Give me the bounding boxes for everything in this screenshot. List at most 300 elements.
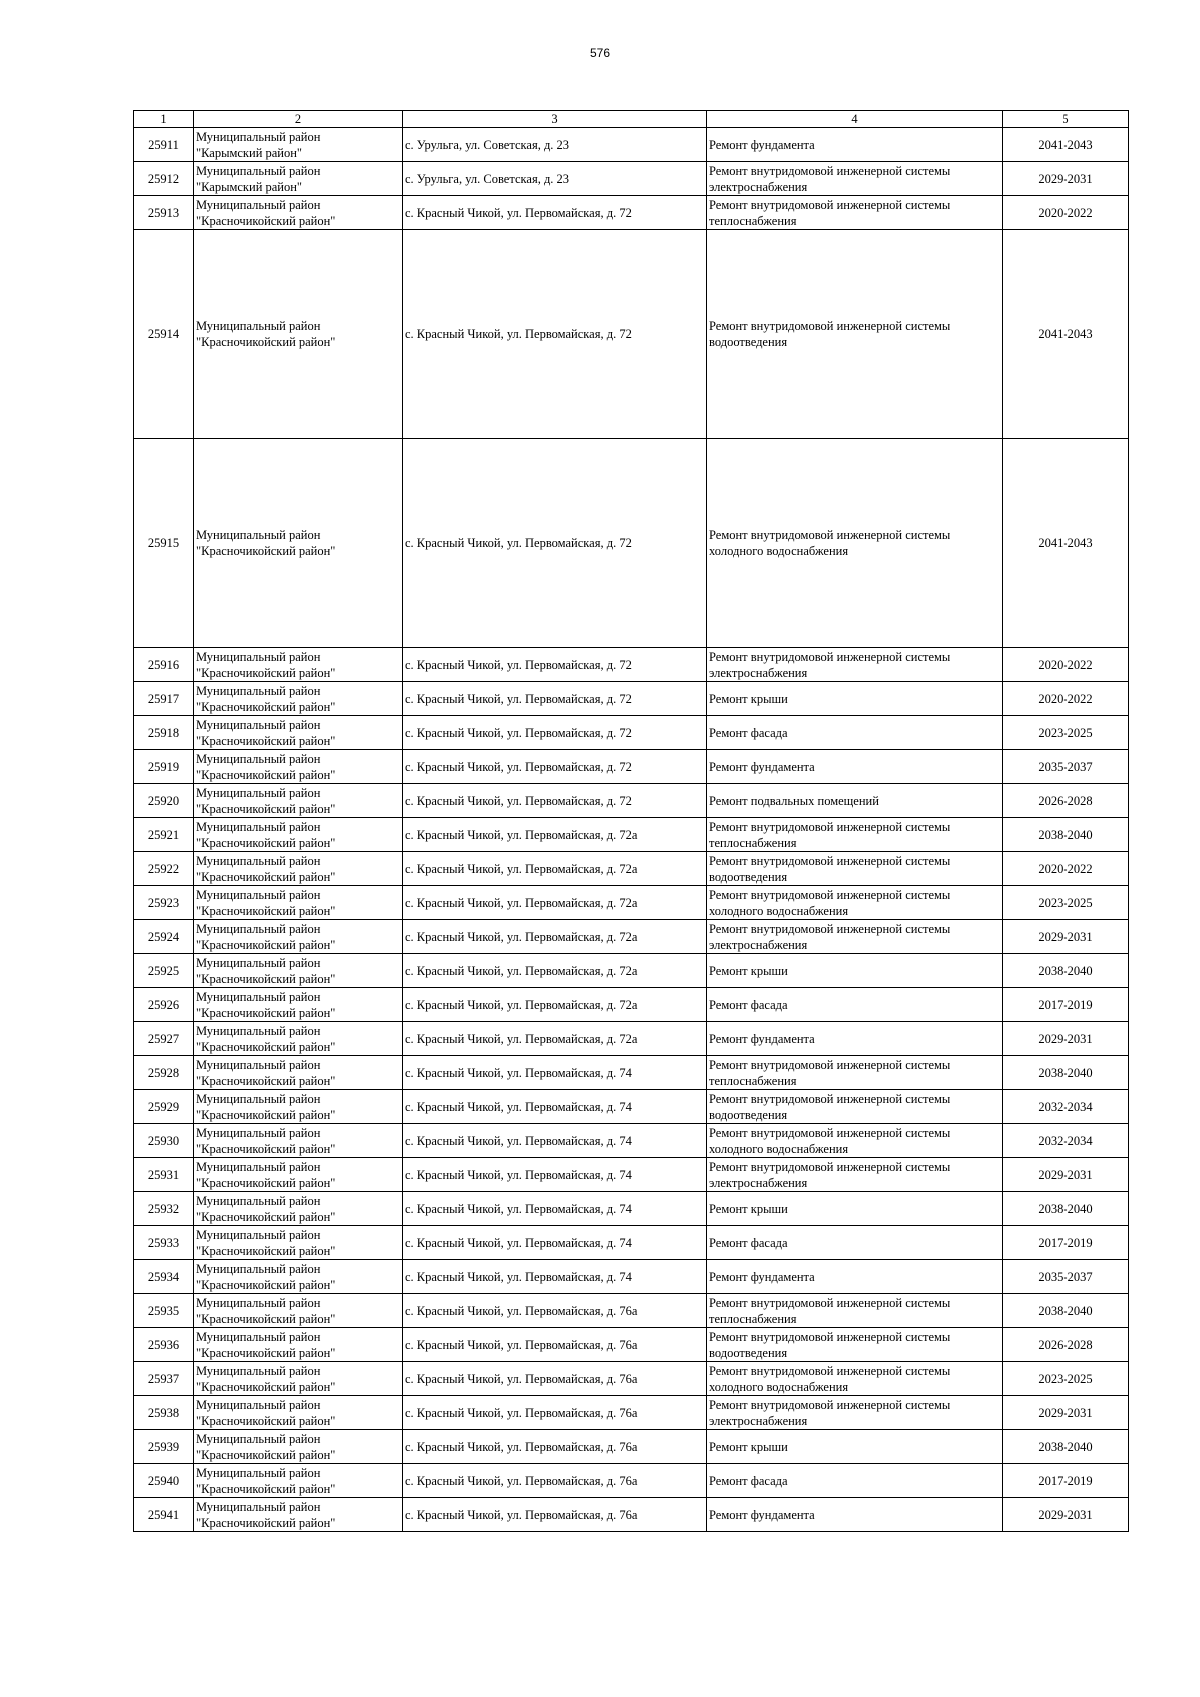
work-type-cell — [707, 196, 1003, 230]
table-row — [134, 1498, 1129, 1532]
row-number-cell: 25919 — [134, 750, 194, 784]
work-type-cell — [707, 1090, 1003, 1124]
district-cell — [194, 230, 403, 439]
district-line: "Красночикойский район" — [196, 1413, 336, 1428]
district-cell — [194, 1056, 403, 1090]
row-number-cell: 25940 — [134, 1464, 194, 1498]
district-cell — [194, 1430, 403, 1464]
work-type-line: Ремонт крыши — [709, 1439, 788, 1454]
work-type-line: Ремонт внутридомовой инженерной системы — [709, 528, 951, 542]
district-line: Муниципальный район — [196, 319, 321, 333]
row-number-cell: 25918 — [134, 716, 194, 750]
district-line: "Красночикойский район" — [196, 1311, 336, 1326]
work-type-line: Ремонт внутридомовой инженерной системы — [709, 1091, 951, 1106]
district-cell — [194, 1090, 403, 1124]
district-line: Муниципальный район — [196, 819, 321, 834]
district-line: Муниципальный район — [196, 1125, 321, 1140]
district-cell — [194, 1362, 403, 1396]
district-line: Муниципальный район — [196, 683, 321, 698]
address-cell: с. Красный Чикой, ул. Первомайская, д. 76а — [403, 1396, 707, 1430]
district-line: Муниципальный район — [196, 649, 321, 664]
work-type-cell — [707, 920, 1003, 954]
district-cell — [194, 750, 403, 784]
work-type-cell — [707, 852, 1003, 886]
district-cell — [194, 1192, 403, 1226]
address-cell: с. Красный Чикой, ул. Первомайская, д. 76а — [403, 1498, 707, 1532]
address-cell: с. Красный Чикой, ул. Первомайская, д. 72 — [403, 784, 707, 818]
work-type-line: Ремонт внутридомовой инженерной системы — [709, 1295, 951, 1310]
address-cell: с. Красный Чикой, ул. Первомайская, д. 74 — [403, 1226, 707, 1260]
period-cell: 2029-2031 — [1003, 1396, 1129, 1430]
district-line: "Красночикойский район" — [196, 767, 336, 782]
row-number-cell: 25916 — [134, 648, 194, 682]
period-cell: 2029-2031 — [1003, 1498, 1129, 1532]
row-number-cell: 25939 — [134, 1430, 194, 1464]
period-cell: 2020-2022 — [1003, 682, 1129, 716]
address-cell: с. Красный Чикой, ул. Первомайская, д. 72а — [403, 954, 707, 988]
row-number-cell: 25917 — [134, 682, 194, 716]
period-cell: 2035-2037 — [1003, 750, 1129, 784]
period-cell: 2041-2043 — [1003, 439, 1129, 648]
period-cell: 2032-2034 — [1003, 1124, 1129, 1158]
table-row — [134, 196, 1129, 230]
district-line: "Красночикойский район" — [196, 1379, 336, 1394]
work-type-line: Ремонт внутридомовой инженерной системы — [709, 1057, 951, 1072]
district-line: "Красночикойский район" — [196, 335, 336, 349]
district-cell — [194, 1022, 403, 1056]
period-cell: 2026-2028 — [1003, 784, 1129, 818]
district-line: Муниципальный район — [196, 528, 321, 542]
district-cell — [194, 852, 403, 886]
district-cell — [194, 1124, 403, 1158]
address-cell: с. Красный Чикой, ул. Первомайская, д. 72а — [403, 920, 707, 954]
work-type-cell — [707, 1056, 1003, 1090]
work-type-cell — [707, 1498, 1003, 1532]
period-cell: 2038-2040 — [1003, 1294, 1129, 1328]
column-header-5: 5 — [1003, 111, 1129, 128]
district-cell — [194, 1464, 403, 1498]
district-line: Муниципальный район — [196, 887, 321, 902]
work-type-cell — [707, 1226, 1003, 1260]
work-type-line: Ремонт крыши — [709, 691, 788, 706]
district-line: Муниципальный район — [196, 1193, 321, 1208]
district-line: Муниципальный район — [196, 197, 321, 212]
district-line: Муниципальный район — [196, 751, 321, 766]
work-type-line: Ремонт фундамента — [709, 1269, 815, 1284]
district-line: Муниципальный район — [196, 1465, 321, 1480]
address-cell: с. Красный Чикой, ул. Первомайская, д. 76а — [403, 1430, 707, 1464]
row-number-cell: 25936 — [134, 1328, 194, 1362]
district-cell — [194, 162, 403, 196]
work-type-cell — [707, 230, 1003, 439]
address-cell: с. Красный Чикой, ул. Первомайская, д. 74 — [403, 1056, 707, 1090]
table-row — [134, 1158, 1129, 1192]
work-type-line: Ремонт внутридомовой инженерной системы — [709, 1125, 951, 1140]
district-line: "Красночикойский район" — [196, 903, 336, 918]
row-number-cell: 25915 — [134, 439, 194, 648]
work-type-cell — [707, 1124, 1003, 1158]
work-type-line: Ремонт внутридомовой инженерной системы — [709, 319, 951, 333]
row-number-cell: 25925 — [134, 954, 194, 988]
district-cell — [194, 1498, 403, 1532]
address-cell: с. Красный Чикой, ул. Первомайская, д. 72 — [403, 230, 707, 439]
district-line: "Красночикойский район" — [196, 1447, 336, 1462]
period-cell: 2023-2025 — [1003, 886, 1129, 920]
table-row — [134, 954, 1129, 988]
work-type-cell — [707, 162, 1003, 196]
period-cell: 2038-2040 — [1003, 1056, 1129, 1090]
column-header-1: 1 — [134, 111, 194, 128]
period-cell: 2020-2022 — [1003, 852, 1129, 886]
work-type-cell — [707, 439, 1003, 648]
work-type-cell — [707, 682, 1003, 716]
address-cell: с. Красный Чикой, ул. Первомайская, д. 72 — [403, 716, 707, 750]
work-type-line: Ремонт внутридомовой инженерной системы — [709, 163, 951, 178]
work-type-line: электроснабжения — [709, 1175, 808, 1190]
work-type-cell — [707, 128, 1003, 162]
table-row — [134, 1294, 1129, 1328]
district-line: "Красночикойский район" — [196, 1277, 336, 1292]
district-line: Муниципальный район — [196, 1499, 321, 1514]
period-cell: 2038-2040 — [1003, 1192, 1129, 1226]
address-cell: с. Красный Чикой, ул. Первомайская, д. 74 — [403, 1192, 707, 1226]
district-cell — [194, 682, 403, 716]
registry-table — [133, 110, 1129, 1532]
district-line: Муниципальный район — [196, 921, 321, 936]
district-line: "Красночикойский район" — [196, 733, 336, 748]
district-cell — [194, 648, 403, 682]
address-cell: с. Красный Чикой, ул. Первомайская, д. 72а — [403, 852, 707, 886]
district-line: "Карымский район" — [196, 145, 303, 160]
row-number-cell: 25934 — [134, 1260, 194, 1294]
row-number-cell: 25913 — [134, 196, 194, 230]
address-cell: с. Красный Чикой, ул. Первомайская, д. 76а — [403, 1362, 707, 1396]
period-cell: 2041-2043 — [1003, 230, 1129, 439]
district-cell — [194, 1328, 403, 1362]
table-row — [134, 230, 1129, 439]
work-type-line: теплоснабжения — [709, 213, 797, 228]
address-cell: с. Красный Чикой, ул. Первомайская, д. 74 — [403, 1260, 707, 1294]
period-cell: 2023-2025 — [1003, 716, 1129, 750]
row-number-cell: 25927 — [134, 1022, 194, 1056]
work-type-line: электроснабжения — [709, 1413, 808, 1428]
district-cell — [194, 1158, 403, 1192]
work-type-line: Ремонт крыши — [709, 963, 788, 978]
work-type-line: Ремонт фундамента — [709, 1031, 815, 1046]
period-cell: 2029-2031 — [1003, 1022, 1129, 1056]
column-number-row — [134, 111, 1129, 128]
address-cell: с. Красный Чикой, ул. Первомайская, д. 74 — [403, 1158, 707, 1192]
work-type-cell — [707, 1464, 1003, 1498]
work-type-line: водоотведения — [709, 869, 788, 884]
district-line: Муниципальный район — [196, 163, 321, 178]
district-line: "Карымский район" — [196, 179, 303, 194]
work-type-line: холодного водоснабжения — [709, 544, 849, 558]
work-type-cell — [707, 1158, 1003, 1192]
work-type-line: холодного водоснабжения — [709, 1141, 849, 1156]
table-row — [134, 682, 1129, 716]
table-row — [134, 1464, 1129, 1498]
work-type-cell — [707, 1192, 1003, 1226]
district-line: "Красночикойский район" — [196, 1515, 336, 1530]
district-line: "Красночикойский район" — [196, 699, 336, 714]
table-row — [134, 988, 1129, 1022]
work-type-cell — [707, 1260, 1003, 1294]
address-cell: с. Красный Чикой, ул. Первомайская, д. 72а — [403, 988, 707, 1022]
district-cell — [194, 196, 403, 230]
district-cell — [194, 886, 403, 920]
address-cell: с. Красный Чикой, ул. Первомайская, д. 72 — [403, 196, 707, 230]
district-cell — [194, 988, 403, 1022]
work-type-line: электроснабжения — [709, 179, 808, 194]
district-cell — [194, 954, 403, 988]
period-cell: 2032-2034 — [1003, 1090, 1129, 1124]
address-cell: с. Красный Чикой, ул. Первомайская, д. 72 — [403, 439, 707, 648]
table-row — [134, 1090, 1129, 1124]
district-cell — [194, 1260, 403, 1294]
row-number-cell: 25938 — [134, 1396, 194, 1430]
table-row — [134, 1430, 1129, 1464]
table-row — [134, 439, 1129, 648]
table-row — [134, 920, 1129, 954]
row-number-cell: 25914 — [134, 230, 194, 439]
address-cell: с. Красный Чикой, ул. Первомайская, д. 74 — [403, 1124, 707, 1158]
work-type-cell — [707, 1328, 1003, 1362]
work-type-line: электроснабжения — [709, 665, 808, 680]
district-line: Муниципальный район — [196, 1023, 321, 1038]
table-row — [134, 852, 1129, 886]
district-line: "Красночикойский район" — [196, 1175, 336, 1190]
address-cell: с. Красный Чикой, ул. Первомайская, д. 72а — [403, 1022, 707, 1056]
work-type-line: электроснабжения — [709, 937, 808, 952]
table-row — [134, 1124, 1129, 1158]
row-number-cell: 25923 — [134, 886, 194, 920]
district-cell — [194, 128, 403, 162]
row-number-cell: 25911 — [134, 128, 194, 162]
address-cell: с. Красный Чикой, ул. Первомайская, д. 72а — [403, 886, 707, 920]
address-cell: с. Красный Чикой, ул. Первомайская, д. 76а — [403, 1294, 707, 1328]
row-number-cell: 25933 — [134, 1226, 194, 1260]
work-type-line: Ремонт внутридомовой инженерной системы — [709, 1329, 951, 1344]
row-number-cell: 25935 — [134, 1294, 194, 1328]
period-cell: 2023-2025 — [1003, 1362, 1129, 1396]
row-number-cell: 25931 — [134, 1158, 194, 1192]
work-type-line: Ремонт внутридомовой инженерной системы — [709, 1363, 951, 1378]
period-cell: 2017-2019 — [1003, 1226, 1129, 1260]
row-number-cell: 25929 — [134, 1090, 194, 1124]
district-line: "Красночикойский район" — [196, 971, 336, 986]
work-type-line: холодного водоснабжения — [709, 1379, 849, 1394]
work-type-cell — [707, 1022, 1003, 1056]
row-number-cell: 25937 — [134, 1362, 194, 1396]
work-type-cell — [707, 1362, 1003, 1396]
table-row — [134, 128, 1129, 162]
work-type-line: Ремонт внутридомовой инженерной системы — [709, 197, 951, 212]
district-line: "Красночикойский район" — [196, 835, 336, 850]
column-header-2: 2 — [194, 111, 403, 128]
work-type-line: Ремонт фасада — [709, 997, 788, 1012]
work-type-line: холодного водоснабжения — [709, 903, 849, 918]
district-line: "Красночикойский район" — [196, 801, 336, 816]
work-type-cell — [707, 988, 1003, 1022]
address-cell: с. Красный Чикой, ул. Первомайская, д. 76а — [403, 1464, 707, 1498]
work-type-line: Ремонт внутридомовой инженерной системы — [709, 819, 951, 834]
address-cell: с. Красный Чикой, ул. Первомайская, д. 72а — [403, 818, 707, 852]
work-type-line: Ремонт фасада — [709, 725, 788, 740]
work-type-cell — [707, 750, 1003, 784]
table-row — [134, 1192, 1129, 1226]
period-cell: 2038-2040 — [1003, 818, 1129, 852]
work-type-line: теплоснабжения — [709, 1311, 797, 1326]
district-line: Муниципальный район — [196, 1363, 321, 1378]
table-row — [134, 818, 1129, 852]
district-line: "Красночикойский район" — [196, 1345, 336, 1360]
address-cell: с. Урульга, ул. Советская, д. 23 — [403, 162, 707, 196]
table-row — [134, 1328, 1129, 1362]
district-line: Муниципальный район — [196, 1261, 321, 1276]
district-line: Муниципальный район — [196, 853, 321, 868]
district-line: Муниципальный район — [196, 1057, 321, 1072]
address-cell: с. Красный Чикой, ул. Первомайская, д. 72 — [403, 750, 707, 784]
work-type-line: водоотведения — [709, 1345, 788, 1360]
district-line: Муниципальный район — [196, 717, 321, 732]
table-row — [134, 716, 1129, 750]
district-line: "Красночикойский район" — [196, 213, 336, 228]
work-type-line: Ремонт внутридомовой инженерной системы — [709, 1397, 951, 1412]
district-cell — [194, 784, 403, 818]
row-number-cell: 25921 — [134, 818, 194, 852]
row-number-cell: 25932 — [134, 1192, 194, 1226]
district-line: Муниципальный район — [196, 989, 321, 1004]
district-line: Муниципальный район — [196, 1295, 321, 1310]
district-line: Муниципальный район — [196, 955, 321, 970]
work-type-line: Ремонт внутридомовой инженерной системы — [709, 649, 951, 664]
table-row — [134, 162, 1129, 196]
district-line: "Красночикойский район" — [196, 937, 336, 952]
district-cell — [194, 920, 403, 954]
table-row — [134, 784, 1129, 818]
period-cell: 2038-2040 — [1003, 1430, 1129, 1464]
district-line: Муниципальный район — [196, 785, 321, 800]
district-line: "Красночикойский район" — [196, 1005, 336, 1020]
district-line: "Красночикойский район" — [196, 1481, 336, 1496]
work-type-line: теплоснабжения — [709, 835, 797, 850]
row-number-cell: 25922 — [134, 852, 194, 886]
work-type-line: Ремонт подвальных помещений — [709, 793, 879, 808]
period-cell: 2020-2022 — [1003, 648, 1129, 682]
page-number: 576 — [589, 46, 611, 60]
row-number-cell: 25924 — [134, 920, 194, 954]
work-type-cell — [707, 1396, 1003, 1430]
table-row — [134, 1022, 1129, 1056]
work-type-cell — [707, 886, 1003, 920]
address-cell: с. Урульга, ул. Советская, д. 23 — [403, 128, 707, 162]
period-cell: 2038-2040 — [1003, 954, 1129, 988]
district-line: "Красночикойский район" — [196, 1107, 336, 1122]
period-cell: 2017-2019 — [1003, 988, 1129, 1022]
period-cell: 2041-2043 — [1003, 128, 1129, 162]
district-line: Муниципальный район — [196, 1091, 321, 1106]
work-type-line: Ремонт фасада — [709, 1473, 788, 1488]
work-type-cell — [707, 818, 1003, 852]
address-cell: с. Красный Чикой, ул. Первомайская, д. 72 — [403, 682, 707, 716]
district-line: "Красночикойский район" — [196, 1243, 336, 1258]
period-cell: 2026-2028 — [1003, 1328, 1129, 1362]
district-cell — [194, 1396, 403, 1430]
district-cell — [194, 1226, 403, 1260]
district-line: Муниципальный район — [196, 1159, 321, 1174]
work-type-line: Ремонт внутридомовой инженерной системы — [709, 1159, 951, 1174]
district-cell — [194, 1294, 403, 1328]
district-line: "Красночикойский район" — [196, 1073, 336, 1088]
table-row — [134, 1396, 1129, 1430]
district-line: "Красночикойский район" — [196, 544, 336, 558]
row-number-cell: 25926 — [134, 988, 194, 1022]
work-type-cell — [707, 716, 1003, 750]
district-line: "Красночикойский район" — [196, 1039, 336, 1054]
district-line: Муниципальный район — [196, 1227, 321, 1242]
district-line: "Красночикойский район" — [196, 1209, 336, 1224]
work-type-cell — [707, 1430, 1003, 1464]
district-line: Муниципальный район — [196, 1431, 321, 1446]
work-type-line: водоотведения — [709, 335, 788, 349]
table-row — [134, 750, 1129, 784]
district-cell — [194, 439, 403, 648]
column-header-4: 4 — [707, 111, 1003, 128]
district-line: Муниципальный район — [196, 129, 321, 144]
district-line: "Красночикойский район" — [196, 1141, 336, 1156]
period-cell: 2017-2019 — [1003, 1464, 1129, 1498]
work-type-line: Ремонт внутридомовой инженерной системы — [709, 853, 951, 868]
period-cell: 2029-2031 — [1003, 1158, 1129, 1192]
work-type-cell — [707, 954, 1003, 988]
district-line: "Красночикойский район" — [196, 665, 336, 680]
work-type-cell — [707, 784, 1003, 818]
table-row — [134, 648, 1129, 682]
period-cell: 2029-2031 — [1003, 162, 1129, 196]
work-type-line: водоотведения — [709, 1107, 788, 1122]
row-number-cell: 25912 — [134, 162, 194, 196]
address-cell: с. Красный Чикой, ул. Первомайская, д. 74 — [403, 1090, 707, 1124]
work-type-line: Ремонт фундамента — [709, 759, 815, 774]
table-row — [134, 1260, 1129, 1294]
district-cell — [194, 716, 403, 750]
period-cell: 2029-2031 — [1003, 920, 1129, 954]
district-line: Муниципальный район — [196, 1329, 321, 1344]
work-type-line: теплоснабжения — [709, 1073, 797, 1088]
row-number-cell: 25928 — [134, 1056, 194, 1090]
work-type-line: Ремонт фундамента — [709, 137, 815, 152]
address-cell: с. Красный Чикой, ул. Первомайская, д. 76а — [403, 1328, 707, 1362]
work-type-cell — [707, 648, 1003, 682]
period-cell: 2035-2037 — [1003, 1260, 1129, 1294]
work-type-line: Ремонт внутридомовой инженерной системы — [709, 921, 951, 936]
district-line: Муниципальный район — [196, 1397, 321, 1412]
table-body — [134, 128, 1129, 1532]
work-type-line: Ремонт внутридомовой инженерной системы — [709, 887, 951, 902]
period-cell: 2020-2022 — [1003, 196, 1129, 230]
row-number-cell: 25920 — [134, 784, 194, 818]
table-row — [134, 1056, 1129, 1090]
column-header-3: 3 — [403, 111, 707, 128]
work-type-cell — [707, 1294, 1003, 1328]
table-row — [134, 886, 1129, 920]
work-type-line: Ремонт фундамента — [709, 1507, 815, 1522]
address-cell: с. Красный Чикой, ул. Первомайская, д. 72 — [403, 648, 707, 682]
table-row — [134, 1226, 1129, 1260]
district-cell — [194, 818, 403, 852]
table-row — [134, 1362, 1129, 1396]
